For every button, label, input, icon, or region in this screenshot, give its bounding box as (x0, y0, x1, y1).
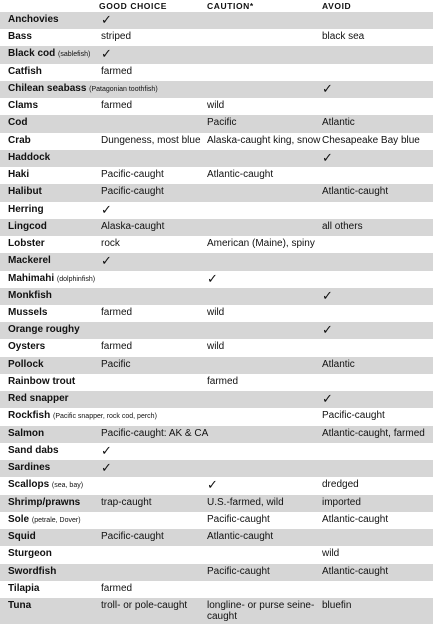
fish-name-cell (8, 135, 31, 147)
caution-cell: U.S.-farmed, wild (207, 496, 284, 508)
fish-name-cell (8, 307, 47, 319)
fish-name: Mackerel (8, 255, 51, 267)
fish-name-cell (8, 48, 90, 61)
caution-cell: Pacific-caught (207, 565, 270, 577)
caution-cell: Atlantic-caught (207, 169, 274, 181)
caution-cell: farmed (207, 375, 239, 387)
fish-name: Sand dabs (8, 444, 59, 456)
good-check-icon: ✓ (101, 12, 112, 27)
caution-cell: wild (207, 341, 225, 353)
avoid-check-icon: ✓ (322, 149, 333, 165)
table-row (0, 322, 433, 339)
fish-name: Cod (8, 117, 28, 129)
good-cell: Pacific-caught (101, 531, 164, 543)
fish-name-cell (8, 428, 44, 440)
fish-name: Black cod (8, 48, 56, 60)
good-check-icon: ✓ (101, 442, 112, 458)
fish-name: Rainbow trout (8, 375, 76, 387)
fish-name: Tilapia (8, 582, 40, 594)
table-row (0, 150, 433, 167)
fish-alt-name: (sea, bay) (51, 482, 84, 490)
caution-cell: wild (207, 100, 225, 112)
good-cell: farmed (101, 306, 133, 318)
fish-name-cell (8, 238, 45, 250)
table-row (0, 374, 433, 391)
fish-name: Lobster (8, 238, 45, 250)
avoid-cell: wild (322, 548, 340, 560)
fish-alt-name: (dolphinfish) (56, 275, 96, 283)
avoid-check-icon: ✓ (322, 391, 333, 407)
fish-name: Red snapper (8, 393, 69, 405)
fish-name-cell (8, 66, 42, 78)
good-check-icon: ✓ (101, 253, 112, 269)
good-cell: Alaska-caught (101, 220, 165, 232)
good-cell: Pacific-caught: AK & CA (101, 427, 209, 439)
fish-name-cell (8, 566, 56, 578)
table-body (0, 12, 433, 624)
fish-alt-name: (Pacific snapper, rock cod, perch) (53, 413, 157, 421)
avoid-cell: Atlantic-caught (322, 565, 389, 577)
caution-cell: Pacific (207, 117, 237, 129)
good-cell: troll- or pole-caught (101, 599, 188, 611)
table-row (0, 339, 433, 356)
caution-check-icon: ✓ (207, 270, 218, 286)
fish-name-cell (8, 359, 44, 371)
table-row (0, 391, 433, 408)
fish-name-cell (8, 204, 44, 216)
avoid-check-icon: ✓ (322, 287, 333, 303)
table-row (0, 443, 433, 460)
avoid-cell: Chesapeake Bay blue (322, 134, 420, 146)
table-row (0, 546, 433, 563)
table-row (0, 495, 433, 512)
avoid-cell: Atlantic-caught (322, 513, 389, 525)
good-check-icon: ✓ (101, 201, 112, 217)
good-cell: farmed (101, 65, 133, 77)
avoid-cell: Atlantic-caught, farmed (322, 427, 425, 439)
fish-name-cell (8, 14, 59, 26)
fish-name-cell (8, 531, 36, 543)
good-check-icon: ✓ (101, 46, 112, 62)
avoid-cell: all others (322, 220, 363, 232)
table-row (0, 184, 433, 201)
avoid-cell: Pacific-caught (322, 410, 385, 422)
table-row (0, 236, 433, 253)
table-row (0, 581, 433, 598)
avoid-cell: Atlantic (322, 358, 355, 370)
header-avoid: AVOID (322, 1, 352, 11)
fish-name-cell (8, 83, 158, 96)
fish-name: Clams (8, 100, 39, 112)
fish-name-cell (8, 152, 50, 164)
table-row (0, 408, 433, 425)
fish-name-cell (8, 462, 50, 474)
table-row (0, 219, 433, 236)
table-row (0, 564, 433, 581)
fish-alt-name: (Patagonian toothfish) (89, 85, 158, 93)
avoid-cell: Atlantic (322, 117, 355, 129)
caution-check-icon: ✓ (207, 477, 218, 493)
fish-name-cell (8, 273, 95, 286)
fish-name: Chilean seabass (8, 82, 87, 94)
fish-name: Squid (8, 531, 36, 543)
good-cell: Pacific (101, 358, 131, 370)
fish-name-cell (8, 393, 69, 405)
table-row (0, 133, 433, 150)
table-row (0, 115, 433, 132)
caution-cell: wild (207, 306, 225, 318)
header-good-choice: GOOD CHOICE (99, 1, 167, 11)
caution-cell: longline- or purse seine-caught (207, 599, 315, 622)
fish-name-cell (8, 479, 83, 492)
table-row (0, 512, 433, 529)
caution-cell: Pacific-caught (207, 513, 270, 525)
table-row (0, 64, 433, 81)
table-row (0, 426, 433, 443)
table-row (0, 477, 433, 494)
fish-name: Haki (8, 169, 30, 181)
fish-name-cell (8, 410, 157, 423)
table-row (0, 29, 433, 46)
fish-alt-name: (petrale, Dover) (31, 516, 81, 524)
avoid-cell: bluefin (322, 599, 352, 611)
avoid-cell: dredged (322, 479, 359, 491)
fish-name: Oysters (8, 341, 46, 353)
good-cell: trap-caught (101, 496, 152, 508)
fish-name-cell (8, 169, 29, 181)
fish-name-cell (8, 255, 51, 267)
good-check-icon: ✓ (101, 460, 112, 476)
table-row (0, 253, 433, 270)
table-row (0, 271, 433, 288)
fish-name-cell (8, 100, 38, 112)
fish-name: Anchovies (8, 14, 59, 25)
avoid-cell: imported (322, 496, 361, 508)
fish-name-cell (8, 290, 52, 302)
fish-name-cell (8, 497, 80, 509)
table-row (0, 81, 433, 98)
fish-name-cell (8, 514, 81, 527)
table-row (0, 98, 433, 115)
table-row (0, 46, 433, 63)
fish-name: Salmon (8, 427, 45, 439)
fish-name: Bass (8, 31, 32, 43)
fish-name: Catfish (8, 65, 42, 77)
good-cell: farmed (101, 582, 133, 594)
good-cell: Pacific-caught (101, 169, 164, 181)
fish-name: Scallops (8, 479, 50, 491)
fish-alt-name: (sablefish) (58, 51, 91, 59)
fish-name: Sardines (8, 462, 51, 474)
caution-cell: Alaska-caught king, snow (207, 134, 321, 146)
fish-name-cell (8, 186, 42, 198)
fish-name-cell (8, 445, 59, 457)
fish-name-cell (8, 548, 52, 560)
fish-name: Orange roughy (8, 324, 80, 336)
fish-name: Rockfish (8, 410, 51, 422)
header-caution: CAUTION* (207, 1, 254, 11)
fish-name: Tuna (8, 599, 32, 611)
avoid-cell: Atlantic-caught (322, 186, 389, 198)
table-row (0, 529, 433, 546)
avoid-check-icon: ✓ (322, 80, 333, 96)
fish-name: Monkfish (8, 289, 52, 301)
good-cell: farmed (101, 341, 133, 353)
table-row (0, 305, 433, 322)
good-cell: Pacific-caught (101, 186, 164, 198)
caution-cell: American (Maine), spiny (207, 238, 315, 250)
fish-name: Herring (8, 203, 44, 215)
fish-name-cell (8, 376, 75, 388)
table-row (0, 12, 433, 29)
fish-name: Halibut (8, 186, 42, 198)
fish-name: Crab (8, 134, 31, 146)
fish-name-cell (8, 221, 47, 233)
table-row (0, 288, 433, 305)
fish-name: Shrimp/prawns (8, 496, 81, 508)
column-header-row (0, 0, 433, 12)
table-row (0, 598, 433, 624)
fish-name-cell (8, 341, 45, 353)
fish-name: Swordfish (8, 565, 57, 577)
fish-name: Mahimahi (8, 272, 55, 284)
caution-cell: Atlantic-caught (207, 531, 274, 543)
avoid-cell: black sea (322, 31, 365, 43)
fish-name-cell (8, 583, 40, 595)
avoid-check-icon: ✓ (322, 322, 333, 338)
good-cell: striped (101, 31, 132, 43)
fish-name: Sturgeon (8, 548, 52, 560)
table-row (0, 460, 433, 477)
table-row (0, 357, 433, 374)
fish-name: Pollock (8, 358, 44, 370)
fish-name: Lingcod (8, 220, 47, 232)
fish-name-cell (8, 117, 27, 129)
good-cell: farmed (101, 100, 133, 112)
good-cell: Dungeness, most blue (101, 134, 201, 146)
fish-name: Sole (8, 513, 30, 525)
fish-name-cell (8, 31, 32, 43)
fish-name-cell (8, 324, 80, 336)
fish-name: Mussels (8, 306, 48, 318)
fish-name-cell (8, 600, 31, 612)
table-row (0, 202, 433, 219)
table-row (0, 167, 433, 184)
fish-name: Haddock (8, 151, 51, 163)
good-cell: rock (101, 238, 120, 250)
